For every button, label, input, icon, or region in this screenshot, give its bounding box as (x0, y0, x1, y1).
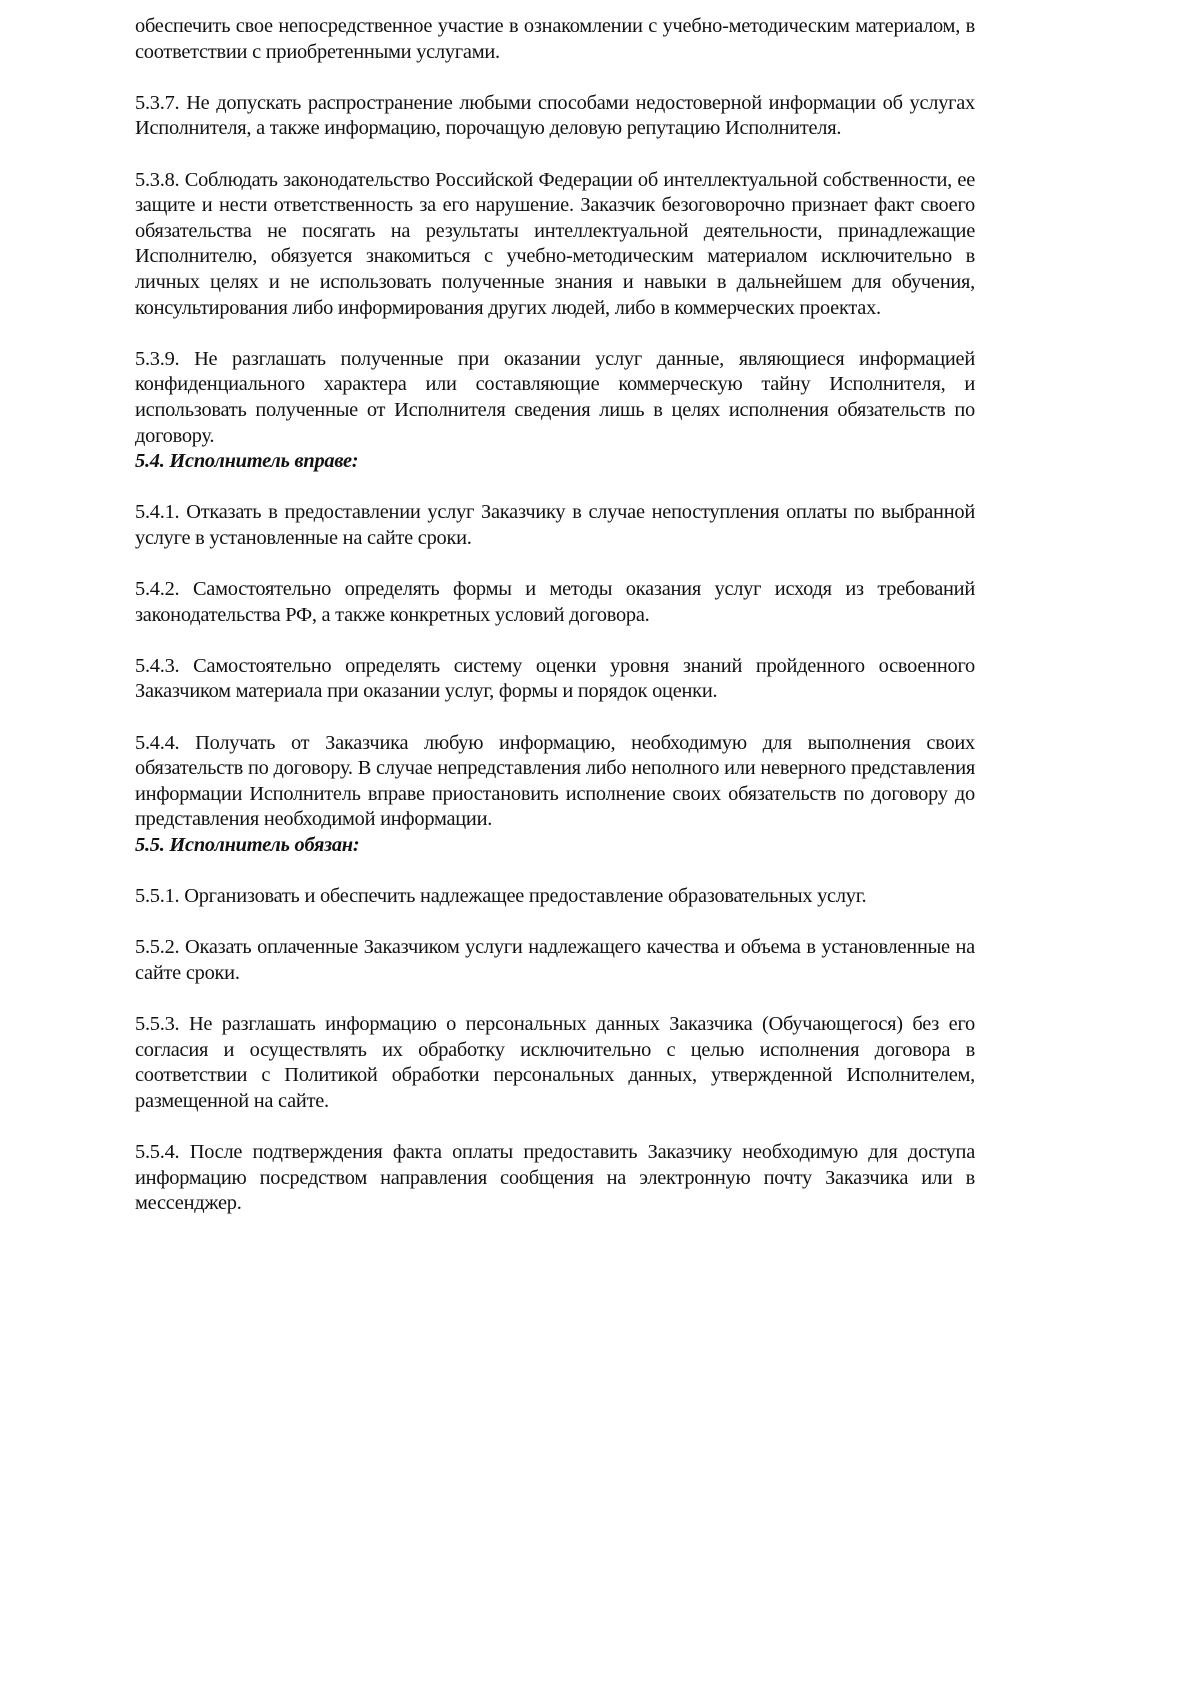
clause-5-3-9: 5.3.9. Не разглашать полученные при оказании услуг данные, являющиеся информацией конфиденциального характера или составляющие коммерческую тайну Исполнителя, и использовать полученные от Исполнителя сведения лишь в целях исполнения обязательств по договору. (135, 347, 975, 447)
paragraph-continuation: обеспечить свое непосредственное участие в ознакомлении с учебно-методическим материалом, в соответствии с приобретенными услугами. (135, 15, 975, 63)
clause-5-4-3: 5.4.3. Самостоятельно определять систему оценки уровня знаний пройденного освоенного Заказчиком материала при оказании услуг, формы и порядок оценки. (135, 654, 975, 703)
section-heading-5-5: 5.5. Исполнитель обязан: (135, 834, 360, 856)
clause-5-4-4: 5.4.4. Получать от Заказчика любую информацию, необходимую для выполнения своих обязательств по договору. В случае непредставления либо неполного или неверного представления информации Исполнитель вправе приостановить исполнение своих обязательств по договору до представления необходимой информации. (135, 731, 975, 831)
clause-5-3-8: 5.3.8. Соблюдать законодательство Российской Федерации об интеллектуальной собственности, ее защите и нести ответственность за его нарушение. Заказчик безоговорочно признает факт своего обязательства не посягать на результаты интеллектуальной деятельности, принадлежащие Исполнителю, обязуется знакомиться с учебно-методическим материалом исключительно в личных целях и не использовать полученные знания и навыки в дальнейшем для обучения, консультирования либо информирования других людей, либо в коммерческих проектах. (135, 168, 975, 319)
clause-5-4-2: 5.4.2. Самостоятельно определять формы и методы оказания услуг исходя из требований законодательства РФ, а также конкретных условий договора. (135, 578, 975, 626)
clause-5-4-1: 5.4.1. Отказать в предоставлении услуг Заказчику в случае непоступления оплаты по выбранной услуге в установленные на сайте сроки. (135, 501, 975, 549)
section-heading-5-4: 5.4. Исполнитель вправе: (135, 450, 359, 473)
clause-5-5-2: 5.5.2. Оказать оплаченные Заказчиком услуги надлежащего качества и объема в установленные на сайте сроки. (135, 936, 975, 984)
document-page (135, 14, 975, 1217)
clause-5-5-4: 5.5.4. После подтверждения факта оплаты предоставить Заказчику необходимую для доступа информацию посредством направления сообщения на электронную почту Заказчика или в мессенджер. (135, 1141, 975, 1215)
clause-5-5-1: 5.5.1. Организовать и обеспечить надлежащее предоставление образовательных услуг. (135, 885, 867, 908)
clause-5-5-3: 5.5.3. Не разглашать информацию о персональных данных Заказчика (Обучающегося) без его согласия и осуществлять их обработку исключительно с целью исполнения договора в соответствии с Политикой обработки персональных данных, утвержденной Исполнителем, размещенной на сайте. (135, 1013, 975, 1112)
clause-5-3-7: 5.3.7. Не допускать распространение любыми способами недостоверной информации об услугах Исполнителя, а также информацию, порочащую деловую репутацию Исполнителя. (135, 91, 975, 140)
